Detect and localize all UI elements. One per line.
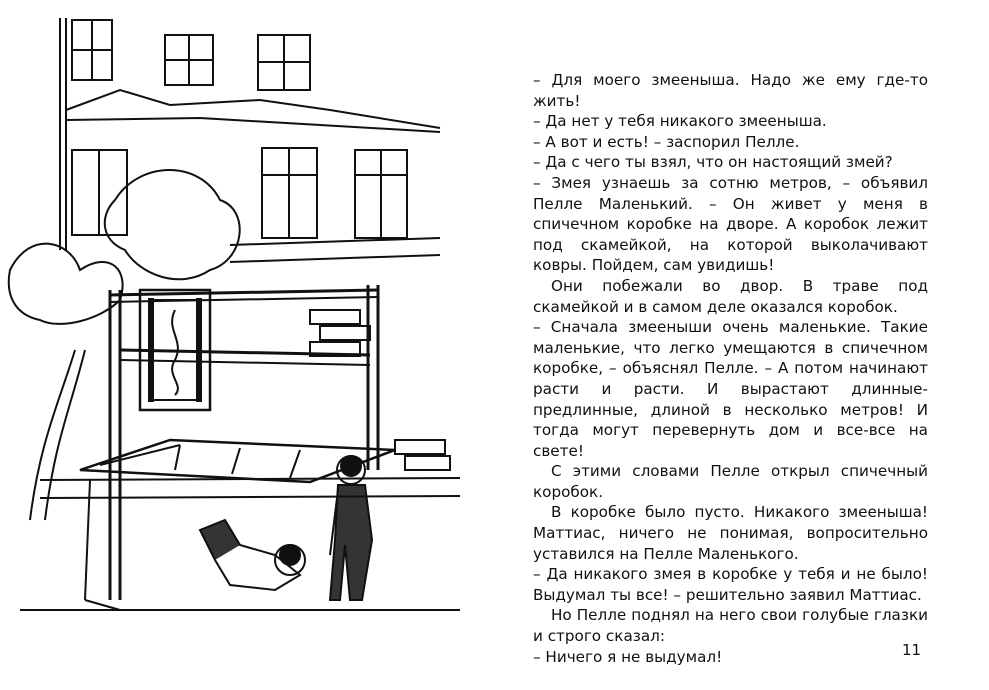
story-text bbox=[533, 70, 928, 667]
paragraph-4: – Да с чего ты взял, что он настоящий змей? bbox=[533, 153, 893, 172]
paragraph-2: – Да нет у тебя никакого змееныша. bbox=[533, 112, 827, 131]
paragraph-9: В коробке было пусто. Никакого змееныша! Маттиас, ничего не понимая, вопросительно уставился на Пелле Маленького. bbox=[533, 503, 928, 563]
paragraph-7: – Сначала змееныши очень маленькие. Такие маленькие, что легко умещаются в спичечном коробке, – объяснял Пелле. – А потом начинают расти и расти. И вырастают длинные-предлинные, длиной в несколько метров! И тогда могут перевернуть дом и все-все на свете! bbox=[533, 318, 928, 460]
paragraph-11: Но Пелле поднял на него свои голубые глазки и строго сказал: bbox=[533, 606, 928, 646]
paragraph-6: Они побежали во двор. В траве под скамейкой и в самом деле оказался коробок. bbox=[533, 276, 928, 316]
paragraph-3: – А вот и есть! – заспорил Пелле. bbox=[533, 132, 800, 151]
paragraph-5: – Змея узнаешь за сотню метров, – объявил Пелле Маленький. – Он живет у меня в спичечном коробке на дворе. А коробок лежит под скамейкой, на которой выколачивают ковры. Пойдем, сам увидишь! bbox=[533, 173, 928, 275]
paragraph-1: – Для моего змееныша. Надо же ему где-то жить! bbox=[533, 71, 928, 110]
illustration-svg bbox=[0, 0, 470, 686]
paragraph-10: – Да никакого змея в коробке у тебя и не было! Выдумал ты все! – решительно заявил Маттиас. bbox=[533, 565, 928, 604]
courtyard-illustration bbox=[0, 0, 470, 686]
page-number: 11 bbox=[902, 641, 922, 659]
paragraph-12: – Ничего я не выдумал! bbox=[533, 647, 723, 666]
paragraph-8: С этими словами Пелле открыл спичечный коробок. bbox=[533, 462, 928, 501]
